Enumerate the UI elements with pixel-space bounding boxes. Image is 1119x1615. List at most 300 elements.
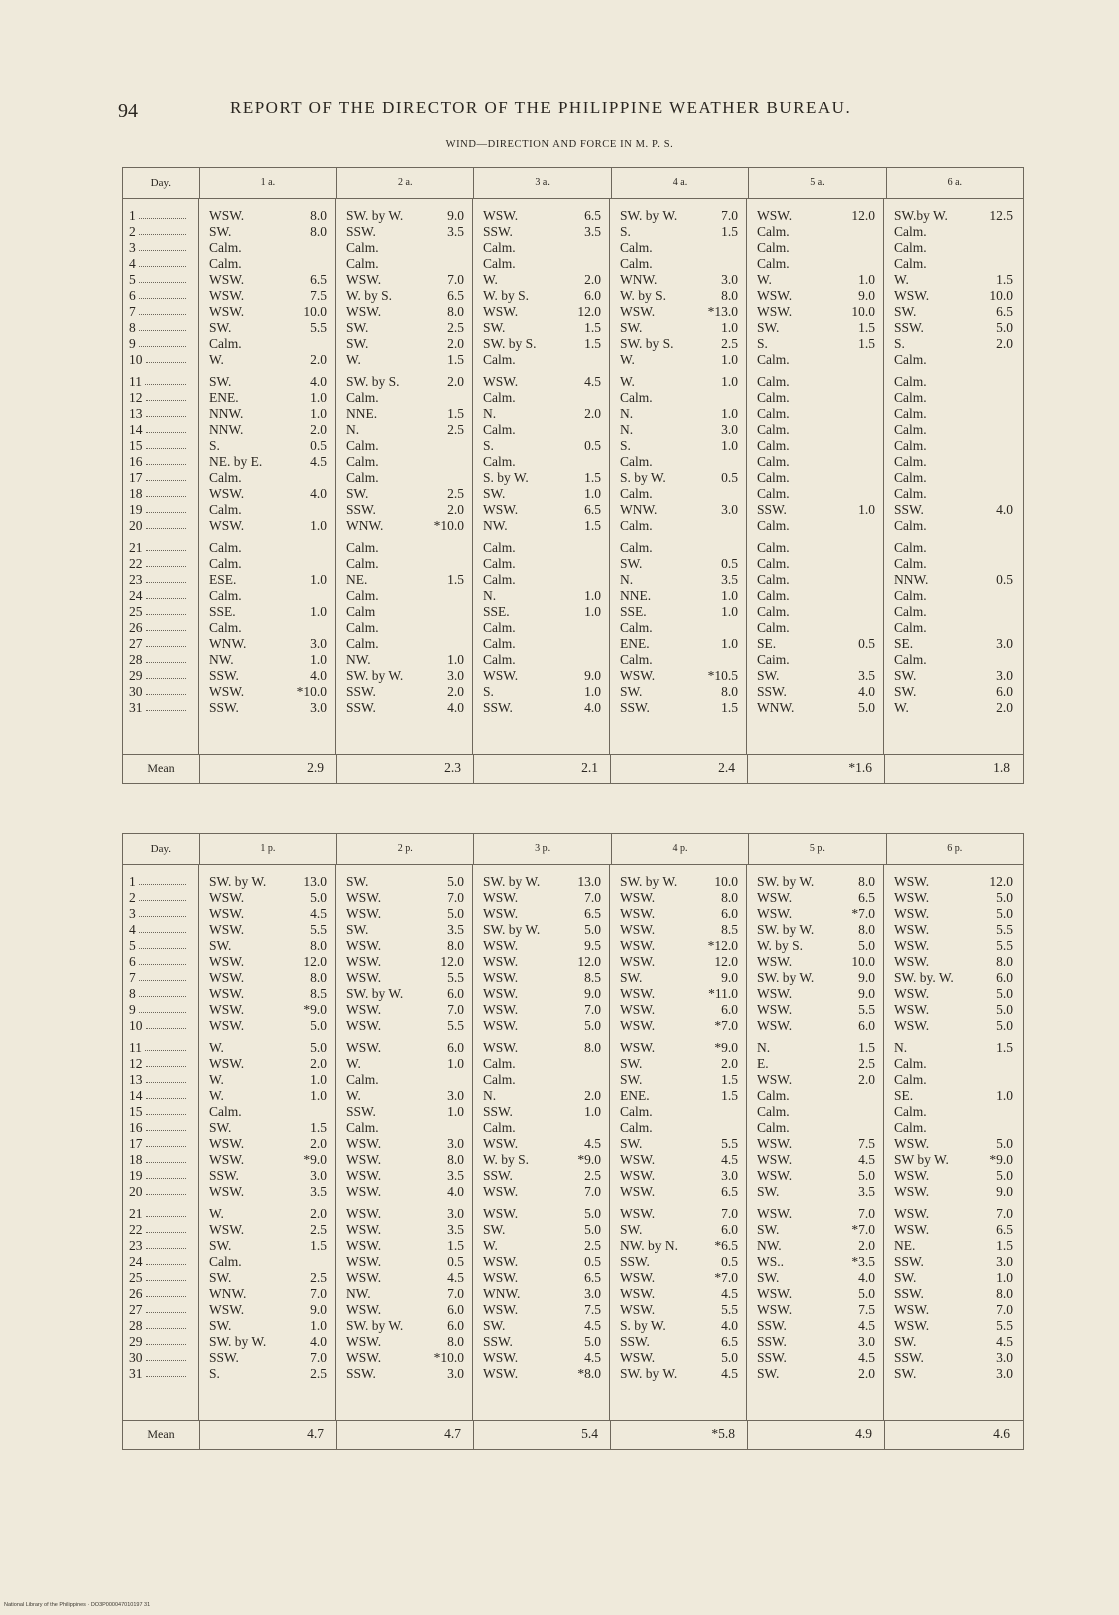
- wind-direction: WSW.: [346, 1040, 382, 1055]
- wind-force: 1.0: [721, 588, 738, 603]
- table-row: [747, 906, 883, 922]
- wind-direction: Calm.: [209, 240, 242, 255]
- wind-direction: SW. by W.: [209, 1334, 267, 1349]
- day-number: 7: [129, 304, 136, 319]
- wind-direction: Calm.: [757, 406, 790, 421]
- table-row: [747, 1088, 883, 1104]
- table-row: [336, 636, 472, 652]
- wind-direction: WSW.: [209, 986, 245, 1001]
- wind-force: 6.0: [721, 1222, 738, 1237]
- wind-direction: WSW.: [894, 1206, 930, 1221]
- wind-force: 4.5: [721, 1152, 738, 1167]
- leader-dots: [139, 304, 186, 315]
- wind-direction: WSW.: [894, 906, 930, 921]
- table-row: [473, 1334, 609, 1350]
- wind-force: 7.0: [996, 1206, 1013, 1221]
- wind-force: 1.5: [584, 336, 601, 351]
- table-row: [884, 1302, 1021, 1318]
- wind-force: *8.0: [577, 1366, 601, 1381]
- wind-force: 0.5: [584, 438, 601, 453]
- leader-dots: [139, 240, 186, 251]
- wind-force: 2.0: [310, 352, 327, 367]
- table-row: [610, 604, 746, 620]
- table-row: [336, 684, 472, 700]
- table-row: [473, 970, 609, 986]
- day-number: 9: [129, 336, 136, 351]
- table-row: [473, 1072, 609, 1088]
- table-row: [336, 1222, 472, 1238]
- wind-direction: SSW.: [346, 1366, 376, 1381]
- wind-force: 1.5: [858, 320, 875, 335]
- table-row: [199, 1270, 335, 1286]
- table-row: [884, 986, 1021, 1002]
- hour-column-header: 1 p.: [200, 834, 337, 864]
- table-row: [199, 1018, 335, 1034]
- wind-force: 7.0: [310, 1286, 327, 1301]
- day-number: 14: [129, 1088, 143, 1103]
- wind-force: 2.0: [310, 1136, 327, 1151]
- wind-direction: Calm.: [483, 620, 516, 635]
- wind-direction: SSW.: [757, 502, 787, 517]
- leader-dots: [146, 1136, 187, 1147]
- wind-direction: WSW.: [483, 954, 519, 969]
- table-row: [610, 518, 746, 534]
- table-row: [199, 588, 335, 604]
- wind-direction: NW. by N.: [620, 1238, 679, 1253]
- wind-direction: SW.: [620, 970, 643, 985]
- wind-direction: WSW.: [483, 1002, 519, 1017]
- table-row: [884, 906, 1021, 922]
- table-row: [336, 502, 472, 518]
- day-number: 11: [129, 374, 142, 389]
- table-row: [747, 352, 883, 368]
- wind-direction: SE.: [894, 636, 914, 651]
- wind-direction: NNE.: [620, 588, 652, 603]
- day-number: 15: [129, 1104, 143, 1119]
- wind-direction: WSW.: [483, 1270, 519, 1285]
- table-row: [473, 668, 609, 684]
- leader-dots: [146, 1120, 187, 1131]
- wind-direction: SSW.: [894, 320, 924, 335]
- leader-dots: [146, 486, 187, 497]
- wind-direction: WSW.: [894, 1222, 930, 1237]
- table-row: [336, 374, 472, 390]
- row-group: [747, 208, 883, 368]
- wind-force: 1.5: [310, 1120, 327, 1135]
- wind-force: 1.0: [721, 320, 738, 335]
- wind-direction: S. by W.: [620, 1318, 666, 1333]
- wind-direction: Calm.: [757, 486, 790, 501]
- wind-force: 8.5: [310, 986, 327, 1001]
- wind-direction: Calm.: [894, 556, 927, 571]
- hour-column-header: 4 a.: [612, 168, 749, 198]
- wind-force: 1.0: [721, 352, 738, 367]
- wind-force: 3.0: [584, 1286, 601, 1301]
- table-row: [610, 652, 746, 668]
- wind-direction: WSW.: [757, 1136, 793, 1151]
- table-row: [747, 470, 883, 486]
- table-row: [884, 1072, 1021, 1088]
- wind-direction: SSE.: [483, 604, 510, 619]
- wind-direction: WSW.: [894, 1318, 930, 1333]
- day-number: 4: [129, 922, 136, 937]
- day-number: 14: [129, 422, 143, 437]
- table-row: [336, 1206, 472, 1222]
- wind-direction: SW.: [620, 320, 643, 335]
- wind-direction: WSW.: [894, 954, 930, 969]
- table-row: [884, 1222, 1021, 1238]
- wind-direction: SW.: [894, 684, 917, 699]
- table-row: [747, 1286, 883, 1302]
- wind-force: 5.5: [721, 1302, 738, 1317]
- wind-direction: W.: [209, 1088, 224, 1103]
- table-row: [610, 486, 746, 502]
- table-row: [747, 1002, 883, 1018]
- day-row: [123, 454, 198, 470]
- table-row: [884, 636, 1021, 652]
- day-row: [123, 668, 198, 684]
- wind-direction: ENE.: [209, 390, 239, 405]
- wind-direction: WSW.: [346, 1152, 382, 1167]
- wind-direction: WSW.: [209, 288, 245, 303]
- table-row: [747, 636, 883, 652]
- table-row: [610, 906, 746, 922]
- wind-direction: WSW.: [757, 304, 793, 319]
- table-row: [747, 1184, 883, 1200]
- wind-direction: WSW.: [209, 922, 245, 937]
- wind-direction: WSW.: [483, 986, 519, 1001]
- day-row: [123, 1184, 198, 1200]
- wind-force: *9.0: [577, 1152, 601, 1167]
- wind-force: *6.5: [714, 1238, 738, 1253]
- wind-force: 2.5: [310, 1270, 327, 1285]
- table-row: [610, 1152, 746, 1168]
- wind-direction: WSW.: [209, 208, 245, 223]
- wind-direction: WSW.: [346, 938, 382, 953]
- table-row: [199, 540, 335, 556]
- row-group: [336, 1206, 472, 1382]
- wind-force: 1.0: [447, 1104, 464, 1119]
- day-number: 9: [129, 1002, 136, 1017]
- wind-force: 1.0: [310, 518, 327, 533]
- wind-force: 2.0: [447, 502, 464, 517]
- leader-dots: [146, 1238, 187, 1249]
- wind-direction: SW.: [620, 1056, 643, 1071]
- wind-direction: WSW.: [894, 1168, 930, 1183]
- table-row: [610, 1018, 746, 1034]
- table-row: [473, 1206, 609, 1222]
- wind-force: 9.0: [858, 970, 875, 985]
- row-group: [199, 1206, 335, 1382]
- table-row: [610, 224, 746, 240]
- wind-force: 4.0: [310, 486, 327, 501]
- day-number: 10: [129, 1018, 143, 1033]
- wind-force: 4.5: [310, 454, 327, 469]
- wind-direction: SW. by W.: [620, 208, 678, 223]
- wind-direction: SW. by W.: [483, 922, 541, 937]
- mean-value: 4.7: [337, 1421, 474, 1449]
- wind-force: 5.0: [721, 1350, 738, 1365]
- wind-direction: Calm.: [346, 390, 379, 405]
- wind-direction: Calm.: [757, 224, 790, 239]
- wind-force: 4.0: [310, 1334, 327, 1349]
- table-row: [473, 1350, 609, 1366]
- day-number: 3: [129, 240, 136, 255]
- wind-direction: W.: [894, 272, 909, 287]
- day-row: [123, 1222, 198, 1238]
- wind-force: *7.0: [714, 1018, 738, 1033]
- day-number: 18: [129, 486, 143, 501]
- table-row: [336, 874, 472, 890]
- table-row: [473, 1056, 609, 1072]
- table-row: [747, 1072, 883, 1088]
- wind-force: 1.0: [584, 1104, 601, 1119]
- row-group: [123, 540, 198, 716]
- wind-direction: SSW.: [620, 1254, 650, 1269]
- am-wind-table: [122, 167, 1024, 784]
- day-row: [123, 1002, 198, 1018]
- table-row: [473, 1302, 609, 1318]
- wind-direction: WSW.: [209, 1136, 245, 1151]
- wind-force: 5.0: [996, 986, 1013, 1001]
- wind-force: 5.0: [996, 890, 1013, 905]
- wind-direction: WSW.: [209, 304, 245, 319]
- table-row: [473, 1120, 609, 1136]
- mean-row: [123, 1421, 1023, 1449]
- wind-force: 3.5: [447, 224, 464, 239]
- wind-force: 3.0: [996, 668, 1013, 683]
- wind-direction: Calm.: [894, 518, 927, 533]
- wind-direction: Calm.: [894, 588, 927, 603]
- wind-force: 4.5: [584, 374, 601, 389]
- wind-direction: Calm.: [757, 1088, 790, 1103]
- day-number: 25: [129, 604, 143, 619]
- row-group: [610, 1206, 746, 1382]
- day-row: [123, 1040, 198, 1056]
- day-number: 7: [129, 970, 136, 985]
- table-row: [473, 320, 609, 336]
- wind-force: 12.0: [577, 304, 601, 319]
- row-group: [473, 208, 609, 368]
- wind-direction: SW.: [346, 486, 369, 501]
- wind-direction: WSW.: [209, 486, 245, 501]
- wind-force: 2.5: [447, 422, 464, 437]
- wind-force: 7.0: [996, 1302, 1013, 1317]
- table-row: [336, 288, 472, 304]
- wind-force: 1.5: [584, 470, 601, 485]
- wind-direction: SSW.: [483, 1334, 513, 1349]
- wind-direction: SW. by S.: [483, 336, 537, 351]
- day-number: 26: [129, 620, 143, 635]
- table-row: [473, 406, 609, 422]
- wind-direction: Calm.: [483, 390, 516, 405]
- mean-value: 2.4: [611, 755, 748, 783]
- leader-dots: [139, 970, 186, 981]
- wind-direction: Calm.: [894, 374, 927, 389]
- wind-force: 0.5: [721, 556, 738, 571]
- wind-direction: WNW.: [483, 1286, 521, 1301]
- table-row: [884, 922, 1021, 938]
- table-row: [747, 604, 883, 620]
- table-row: [336, 1350, 472, 1366]
- wind-direction: W.: [483, 272, 498, 287]
- wind-direction: WSW.: [209, 1302, 245, 1317]
- wind-direction: Calm.: [209, 1254, 242, 1269]
- wind-direction: Calm.: [894, 240, 927, 255]
- table-row: [473, 336, 609, 352]
- row-group: [610, 1040, 746, 1200]
- wind-direction: WSW.: [757, 208, 793, 223]
- table-row: [336, 986, 472, 1002]
- wind-direction: WSW.: [620, 1206, 656, 1221]
- wind-direction: SSW.: [346, 224, 376, 239]
- wind-direction: SSW.: [483, 700, 513, 715]
- table-row: [747, 970, 883, 986]
- leader-dots: [146, 502, 187, 513]
- table-row: [884, 684, 1021, 700]
- hour-column-header: 1 a.: [200, 168, 337, 198]
- table-row: [473, 636, 609, 652]
- mean-row: [123, 755, 1023, 783]
- table-row: [199, 240, 335, 256]
- day-row: [123, 406, 198, 422]
- table-row: [747, 406, 883, 422]
- day-number: 30: [129, 684, 143, 699]
- wind-direction: NW.: [209, 652, 234, 667]
- wind-direction: WSW.: [620, 668, 656, 683]
- hour-data-column: [473, 865, 610, 1420]
- wind-force: 6.5: [584, 1270, 601, 1285]
- table-row: [199, 320, 335, 336]
- table-row: [199, 1136, 335, 1152]
- wind-force: 3.0: [721, 1168, 738, 1183]
- wind-force: *10.0: [296, 684, 327, 699]
- wind-force: 4.0: [858, 684, 875, 699]
- wind-force: 8.0: [447, 1334, 464, 1349]
- wind-direction: WSW.: [620, 1040, 656, 1055]
- wind-direction: Calm.: [620, 390, 653, 405]
- wind-direction: WSW.: [894, 1002, 930, 1017]
- day-row: [123, 288, 198, 304]
- table-row: [884, 390, 1021, 406]
- wind-direction: SSW.: [346, 1104, 376, 1119]
- wind-force: *9.0: [303, 1002, 327, 1017]
- leader-dots: [139, 906, 186, 917]
- leader-dots: [146, 406, 187, 417]
- table-row: [610, 620, 746, 636]
- table-row: [473, 470, 609, 486]
- wind-force: 1.5: [584, 518, 601, 533]
- wind-force: 7.0: [310, 1350, 327, 1365]
- day-row: [123, 540, 198, 556]
- table-row: [473, 438, 609, 454]
- wind-force: 12.0: [989, 874, 1013, 889]
- day-number: 20: [129, 518, 143, 533]
- mean-value: 4.6: [993, 1426, 1010, 1441]
- wind-direction: N.: [620, 572, 634, 587]
- wind-force: 1.5: [996, 1238, 1013, 1253]
- row-group: [123, 874, 198, 1034]
- row-group: [610, 540, 746, 716]
- leader-dots: [139, 874, 186, 885]
- wind-direction: Calm.: [894, 256, 927, 271]
- wind-direction: NE. by E.: [209, 454, 263, 469]
- wind-force: 4.5: [584, 1350, 601, 1365]
- wind-direction: WSW.: [209, 1056, 245, 1071]
- wind-direction: WSW.: [894, 890, 930, 905]
- day-number: 29: [129, 1334, 143, 1349]
- table-row: [199, 336, 335, 352]
- table-row: [747, 890, 883, 906]
- table-row: [199, 1152, 335, 1168]
- wind-force: 1.0: [584, 604, 601, 619]
- row-group: [336, 1040, 472, 1200]
- day-row: [123, 1104, 198, 1120]
- table-row: [473, 1270, 609, 1286]
- wind-force: 5.5: [310, 320, 327, 335]
- wind-direction: WSW.: [483, 502, 519, 517]
- wind-direction: SW.: [620, 1072, 643, 1087]
- wind-force: 7.0: [721, 208, 738, 223]
- table-row: [747, 572, 883, 588]
- wind-force: 4.5: [721, 1286, 738, 1301]
- wind-direction: Calm.: [346, 1120, 379, 1135]
- wind-direction: WSW.: [346, 1018, 382, 1033]
- day-number: 16: [129, 1120, 143, 1135]
- wind-direction: Calm.: [757, 588, 790, 603]
- table-row: [473, 986, 609, 1002]
- wind-force: 6.5: [996, 304, 1013, 319]
- table-body: [123, 865, 1023, 1421]
- leader-dots: [139, 922, 186, 933]
- table-row: [884, 620, 1021, 636]
- row-group: [884, 374, 1021, 534]
- table-row: [199, 406, 335, 422]
- wind-direction: WSW.: [620, 954, 656, 969]
- day-number: 8: [129, 320, 136, 335]
- row-group: [473, 1206, 609, 1382]
- table-row: [336, 1104, 472, 1120]
- wind-direction: SW.: [209, 1318, 232, 1333]
- table-row: [747, 272, 883, 288]
- table-row: [747, 240, 883, 256]
- mean-label: Mean: [123, 1421, 200, 1449]
- day-number: 25: [129, 1270, 143, 1285]
- wind-direction: NE.: [346, 572, 368, 587]
- wind-force: 1.5: [721, 700, 738, 715]
- table-row: [747, 1104, 883, 1120]
- wind-direction: W.: [346, 352, 361, 367]
- wind-force: 12.0: [440, 954, 464, 969]
- day-row: [123, 620, 198, 636]
- wind-direction: SSW.: [894, 502, 924, 517]
- wind-force: *10.0: [433, 518, 464, 533]
- wind-direction: Calm.: [757, 240, 790, 255]
- wind-direction: Calm.: [483, 556, 516, 571]
- wind-force: 1.0: [721, 406, 738, 421]
- wind-force: 0.5: [310, 438, 327, 453]
- day-row: [123, 700, 198, 716]
- table-row: [884, 272, 1021, 288]
- wind-force: 1.5: [996, 272, 1013, 287]
- table-row: [610, 1136, 746, 1152]
- wind-direction: SW. by W.: [346, 986, 404, 1001]
- wind-direction: N.: [620, 422, 634, 437]
- wind-force: 1.5: [858, 336, 875, 351]
- wind-force: 0.5: [721, 1254, 738, 1269]
- table-row: [199, 938, 335, 954]
- row-group: [610, 208, 746, 368]
